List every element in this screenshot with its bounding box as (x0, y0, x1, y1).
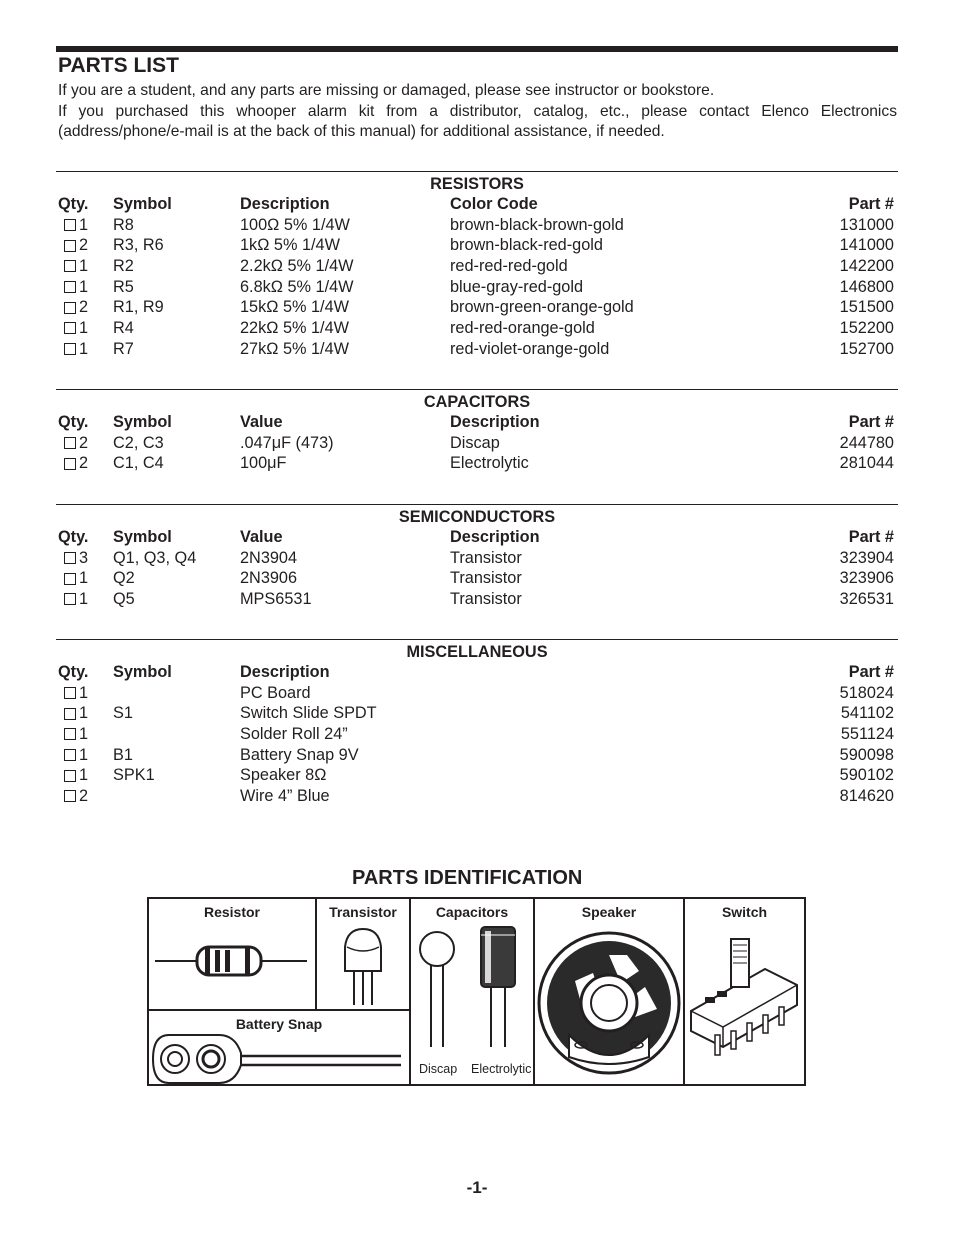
table-row (56, 724, 898, 745)
speaker-label: Speaker (581, 904, 637, 920)
cell-part-number: 541102 (840, 704, 894, 723)
cell-part-number: 518024 (839, 683, 894, 702)
cell-part-number: 323904 (839, 548, 894, 567)
intro-paragraph-purchase: If you purchased this whooper alarm kit from a distributor, catalog, etc., please contact Elenco Electronics (address/phone/e-mail is at the back of this manual) for additional assistance, if needed. (58, 102, 897, 140)
cell-col4: Transistor (450, 548, 522, 567)
cell-part-number: 814620 (839, 787, 894, 806)
semiconductors-header-row (56, 527, 898, 548)
switch-cell (683, 897, 806, 1086)
capacitors-icon (411, 923, 533, 1053)
page-title: PARTS LIST (58, 54, 179, 77)
qty-value: 1 (79, 257, 89, 276)
qty-cell (58, 453, 88, 474)
cell-part-number: 146800 (839, 277, 894, 296)
cell-col3: 2.2kΩ 5% 1/4W (240, 257, 354, 276)
qty-cell (58, 703, 88, 724)
cell-col3: Wire 4” Blue (240, 787, 330, 806)
header-part-number: Part # (848, 195, 894, 213)
checkbox[interactable] (64, 322, 76, 334)
cell-symbol: SPK1 (113, 766, 155, 785)
checkbox[interactable] (64, 343, 76, 355)
qty-cell (58, 297, 88, 318)
table-row (56, 786, 898, 807)
cell-col3: 6.8kΩ 5% 1/4W (240, 277, 354, 296)
cell-symbol: R7 (113, 339, 134, 358)
cell-part-number: 142200 (839, 257, 894, 276)
miscellaneous-title: MISCELLANEOUS (406, 643, 548, 661)
qty-cell (58, 433, 88, 454)
page-number: -1- (466, 1178, 488, 1197)
cell-col4: red-violet-orange-gold (450, 339, 610, 358)
qty-cell (58, 589, 88, 610)
qty-value: 2 (79, 454, 89, 473)
cell-col3: MPS6531 (240, 590, 312, 609)
checkbox[interactable] (64, 790, 76, 802)
header-col3: Description (240, 663, 330, 681)
miscellaneous-header-row (56, 662, 898, 683)
qty-value: 1 (79, 339, 89, 358)
checkbox[interactable] (64, 573, 76, 585)
discap-label: Discap (419, 1062, 458, 1076)
cell-col4: Transistor (450, 590, 522, 609)
qty-value: 1 (79, 704, 89, 723)
table-row (56, 589, 898, 610)
capacitors-cell (409, 897, 535, 1086)
cell-col3: .047μF (473) (240, 433, 334, 452)
table-row (56, 683, 898, 704)
table-row (56, 433, 898, 454)
table-row (56, 256, 898, 277)
qty-cell (58, 256, 88, 277)
qty-cell (58, 786, 88, 807)
cell-symbol: R3, R6 (113, 236, 164, 255)
cell-col3: 100μF (240, 454, 287, 473)
qty-cell (58, 277, 88, 298)
qty-cell (58, 765, 88, 786)
cell-symbol: C2, C3 (113, 433, 164, 452)
header-qty: Qty. (58, 528, 89, 546)
resistor-cell (147, 897, 317, 1011)
qty-cell (58, 339, 88, 360)
checkbox[interactable] (64, 458, 76, 470)
header-part-number: Part # (848, 413, 894, 431)
cell-col3: Battery Snap 9V (240, 745, 359, 764)
qty-value: 1 (79, 277, 89, 296)
cell-part-number: 590102 (839, 766, 894, 785)
cell-col4: red-red-orange-gold (450, 319, 595, 338)
qty-cell (58, 215, 88, 236)
cell-symbol: R1, R9 (113, 298, 164, 317)
cell-part-number: 326531 (839, 590, 894, 609)
capacitors-header-row (56, 412, 898, 433)
cell-symbol: C1, C4 (113, 454, 164, 473)
table-row (56, 235, 898, 256)
header-symbol: Symbol (113, 195, 172, 213)
resistors-header-row (56, 194, 898, 215)
semiconductors-title: SEMICONDUCTORS (398, 508, 556, 526)
cell-part-number: 590098 (839, 745, 894, 764)
qty-cell (58, 683, 88, 704)
cell-col3: 15kΩ 5% 1/4W (240, 298, 350, 317)
cell-part-number: 323906 (839, 569, 894, 588)
cell-col4: brown-black-brown-gold (450, 215, 624, 234)
qty-value: 1 (79, 319, 89, 338)
speaker-cell (533, 897, 685, 1086)
electrolytic-label: Electrolytic (471, 1062, 532, 1076)
qty-value: 2 (79, 236, 89, 255)
parts-identification-title: PARTS IDENTIFICATION (352, 867, 583, 889)
header-col3: Value (240, 413, 283, 431)
cell-col3: 2N3904 (240, 548, 298, 567)
header-qty: Qty. (58, 663, 89, 681)
header-qty: Qty. (58, 413, 89, 431)
header-col4: Description (450, 528, 540, 546)
checkbox[interactable] (64, 728, 76, 740)
cell-col4: Transistor (450, 569, 522, 588)
cell-col3: 100Ω 5% 1/4W (240, 215, 350, 234)
cell-part-number: 551124 (840, 725, 894, 744)
qty-cell (58, 548, 88, 569)
cell-part-number: 244780 (839, 433, 894, 452)
cell-col3: Switch Slide SPDT (240, 704, 377, 723)
cell-part-number: 152200 (839, 319, 894, 338)
qty-cell (58, 235, 88, 256)
cell-symbol: Q1, Q3, Q4 (113, 548, 197, 567)
qty-value: 2 (79, 433, 89, 452)
cell-col4: brown-black-red-gold (450, 236, 603, 255)
header-symbol: Symbol (113, 663, 172, 681)
table-row (56, 277, 898, 298)
checkbox[interactable] (64, 749, 76, 761)
switch-icon (685, 925, 804, 1085)
table-row (56, 339, 898, 360)
transistor-icon (317, 925, 409, 1009)
header-symbol: Symbol (113, 528, 172, 546)
intro-text (58, 81, 897, 143)
cell-symbol: Q5 (113, 590, 135, 609)
miscellaneous-section (56, 639, 898, 807)
qty-cell (58, 568, 88, 589)
qty-cell (58, 724, 88, 745)
checkbox[interactable] (64, 552, 76, 564)
cell-col3: 22kΩ 5% 1/4W (240, 319, 350, 338)
cell-symbol: S1 (113, 704, 133, 723)
intro-paragraph-student: If you are a student, and any parts are missing or damaged, please see instructor or bookstore. (58, 82, 715, 99)
header-part-number: Part # (848, 663, 894, 681)
checkbox[interactable] (64, 708, 76, 720)
capacitors-label: Capacitors (435, 904, 509, 920)
battery-snap-cell (147, 1009, 411, 1086)
checkbox[interactable] (64, 219, 76, 231)
checkbox[interactable] (64, 770, 76, 782)
table-row (56, 745, 898, 766)
cell-part-number: 131000 (839, 215, 894, 234)
resistor-icon (149, 927, 315, 1007)
transistor-label: Transistor (329, 904, 397, 920)
parts-identification-grid (147, 897, 806, 1086)
cell-part-number: 152700 (839, 339, 894, 358)
header-col3: Description (240, 195, 330, 213)
qty-value: 1 (79, 766, 89, 785)
capacitors-section (56, 389, 898, 474)
cell-col3: Solder Roll 24” (240, 725, 348, 744)
qty-cell (58, 745, 88, 766)
checkbox[interactable] (64, 240, 76, 252)
cell-part-number: 151500 (839, 298, 894, 317)
battery-snap-icon (149, 1031, 409, 1087)
table-row (56, 548, 898, 569)
resistor-label: Resistor (203, 904, 261, 920)
header-symbol: Symbol (113, 413, 172, 431)
table-row (56, 318, 898, 339)
switch-label: Switch (721, 904, 768, 920)
checkbox[interactable] (64, 260, 76, 272)
table-row (56, 568, 898, 589)
transistor-cell (315, 897, 411, 1011)
cell-col3: 1kΩ 5% 1/4W (240, 236, 340, 255)
cell-col4: blue-gray-red-gold (450, 277, 584, 296)
qty-value: 1 (79, 569, 89, 588)
table-row (56, 215, 898, 236)
checkbox[interactable] (64, 437, 76, 449)
table-row (56, 765, 898, 786)
qty-value: 1 (79, 683, 89, 702)
cell-col4: Electrolytic (450, 454, 529, 473)
cell-col3: 2N3906 (240, 569, 298, 588)
battery-snap-label: Battery Snap (235, 1016, 323, 1032)
qty-value: 1 (79, 590, 89, 609)
cell-col4: red-red-red-gold (450, 257, 568, 276)
capacitors-title: CAPACITORS (423, 393, 531, 411)
top-rule (56, 46, 898, 52)
cell-part-number: 281044 (839, 454, 894, 473)
qty-value: 2 (79, 298, 89, 317)
cell-symbol: R2 (113, 257, 134, 276)
cell-symbol: R5 (113, 277, 134, 296)
cell-symbol: R8 (113, 215, 134, 234)
cell-symbol: Q2 (113, 569, 135, 588)
header-part-number: Part # (848, 528, 894, 546)
speaker-icon (535, 925, 683, 1085)
cell-symbol: B1 (113, 745, 133, 764)
cell-col3: PC Board (240, 683, 311, 702)
checkbox[interactable] (64, 281, 76, 293)
cell-col4: Discap (450, 433, 500, 452)
qty-value: 1 (79, 215, 89, 234)
cell-col3: 27kΩ 5% 1/4W (240, 339, 350, 358)
cell-symbol: R4 (113, 319, 134, 338)
cell-part-number: 141000 (839, 236, 894, 255)
qty-value: 1 (79, 745, 89, 764)
resistors-title: RESISTORS (430, 175, 524, 193)
header-col4: Description (450, 413, 540, 431)
cell-col4: brown-green-orange-gold (450, 298, 634, 317)
qty-value: 2 (79, 787, 89, 806)
header-qty: Qty. (58, 195, 89, 213)
table-row (56, 297, 898, 318)
header-col4: Color Code (450, 195, 538, 213)
qty-cell (58, 318, 88, 339)
checkbox[interactable] (64, 302, 76, 314)
checkbox[interactable] (64, 687, 76, 699)
cell-col3: Speaker 8Ω (240, 766, 327, 785)
resistors-section (56, 171, 898, 360)
table-row (56, 453, 898, 474)
semiconductors-section (56, 504, 898, 610)
checkbox[interactable] (64, 593, 76, 605)
qty-value: 1 (79, 725, 89, 744)
qty-value: 3 (79, 548, 89, 567)
header-col3: Value (240, 528, 283, 546)
table-row (56, 703, 898, 724)
